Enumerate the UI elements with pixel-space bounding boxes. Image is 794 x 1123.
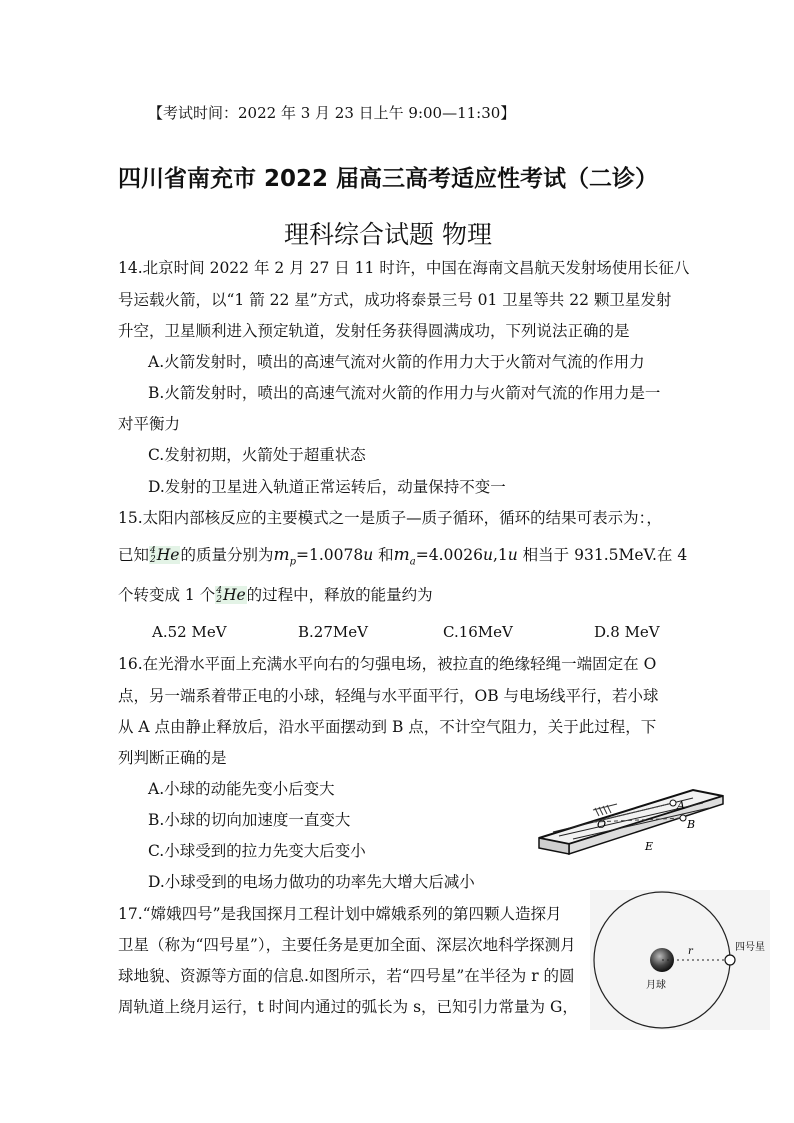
exam-time: 【考试时间：2022 年 3 月 23 日上午 9:00—11:30】	[148, 104, 516, 122]
q14-option-d: D.发射的卫星进入轨道正常运转后，动量保持不变一	[148, 478, 506, 496]
electric-field-figure	[533, 782, 729, 872]
q15-option-a: A.52 MeV	[152, 623, 227, 641]
q15-option-c: C.16MeV	[443, 623, 513, 641]
page-subtitle: 理科综合试题 物理	[284, 220, 492, 249]
q14-line-1: 14.北京时间 2022 年 2 月 27 日 11 时许，中国在海南文昌航天发射场使用长征八	[118, 259, 690, 277]
helium-formula: 4 2 He	[150, 546, 180, 565]
moon-orbit-figure	[590, 890, 770, 1030]
page-title: 四川省南充市 2022 届高三高考适应性考试（二诊）	[118, 166, 659, 192]
q15-option-b: B.27MeV	[298, 623, 368, 641]
q16-option-b: B.小球的切向加速度一直变大	[148, 811, 351, 829]
helium-formula-2: 4 2 He	[216, 586, 246, 605]
label-o: O	[597, 818, 607, 831]
mp-symbol: $m_p$	[273, 545, 296, 568]
satellite-icon	[725, 955, 735, 965]
q16-line-1: 16.在光滑水平面上充满水平向右的匀强电场，被拉直的绝缘轻绳一端固定在 O	[118, 655, 657, 673]
q15-line-1: 15.太阳内部核反应的主要模式之一是质子—质子循环，循环的结果可表示为：，	[118, 509, 662, 527]
q16-line-2: 点，另一端系着带正电的小球，轻绳与水平面平行，OB 与电场线平行，若小球	[118, 687, 659, 705]
q16-option-a: A.小球的动能先变小后变大	[148, 780, 335, 798]
q16-option-d: D.小球受到的电场力做功的功率先大增大后减小	[148, 873, 475, 891]
q14-option-b: B.火箭发射时，喷出的高速气流对火箭的作用力与火箭对气流的作用力是一	[148, 384, 661, 402]
q15-line-3: 个转变成 1 个 4 2 He的过程中，释放的能量约为	[118, 586, 433, 605]
q14-option-b-cont: 对平衡力	[118, 415, 181, 433]
q17-line-1: 17.“嫦娥四号”是我国探月工程计划中嫦娥系列的第四颗人造探月	[118, 905, 562, 923]
q16-line-3: 从 A 点由静止释放后，沿水平面摆动到 B 点，不计空气阻力，关于此过程，下	[118, 718, 657, 736]
q15-line-2: 已知 4 2 He的质量分别为$m_p=1.0078u$ 和$m_a=4.0026u,1u$ 相当于 931.5MeV.在 4	[118, 545, 688, 568]
q17-line-3: 球地貌、资源等方面的信息.如图所示，若“四号星”在半径为 r 的圆	[118, 967, 575, 985]
label-satellite: 四号星	[735, 942, 765, 953]
label-moon: 月球	[646, 980, 666, 991]
q14-line-3: 升空，卫星顺利进入预定轨道，发射任务获得圆满成功，下列说法正确的是	[118, 322, 630, 340]
q17-line-4: 周轨道上绕月运行，t 时间内通过的弧长为 s，已知引力常量为 G，	[118, 998, 578, 1016]
label-r: r	[688, 946, 693, 957]
q17-line-2: 卫星（称为“四号星”），主要任务是更加全面、深层次地科学探测月	[118, 936, 576, 954]
ma-symbol: $m_a$	[393, 545, 416, 568]
q14-option-c: C.发射初期，火箭处于超重状态	[148, 446, 366, 464]
q15-option-d: D.8 MeV	[594, 623, 660, 641]
label-a: A	[677, 799, 685, 812]
q16-line-4: 列判断正确的是	[118, 749, 227, 767]
label-b: B	[687, 818, 696, 831]
label-e: E	[645, 840, 654, 853]
q14-option-a: A.火箭发射时，喷出的高速气流对火箭的作用力大于火箭对气流的作用力	[148, 353, 645, 371]
q16-option-c: C.小球受到的拉力先变大后变小	[148, 842, 366, 860]
q14-line-2: 号运载火箭，以“1 箭 22 星”方式，成功将泰景三号 01 卫星等共 22 颗卫星发射	[118, 291, 672, 309]
